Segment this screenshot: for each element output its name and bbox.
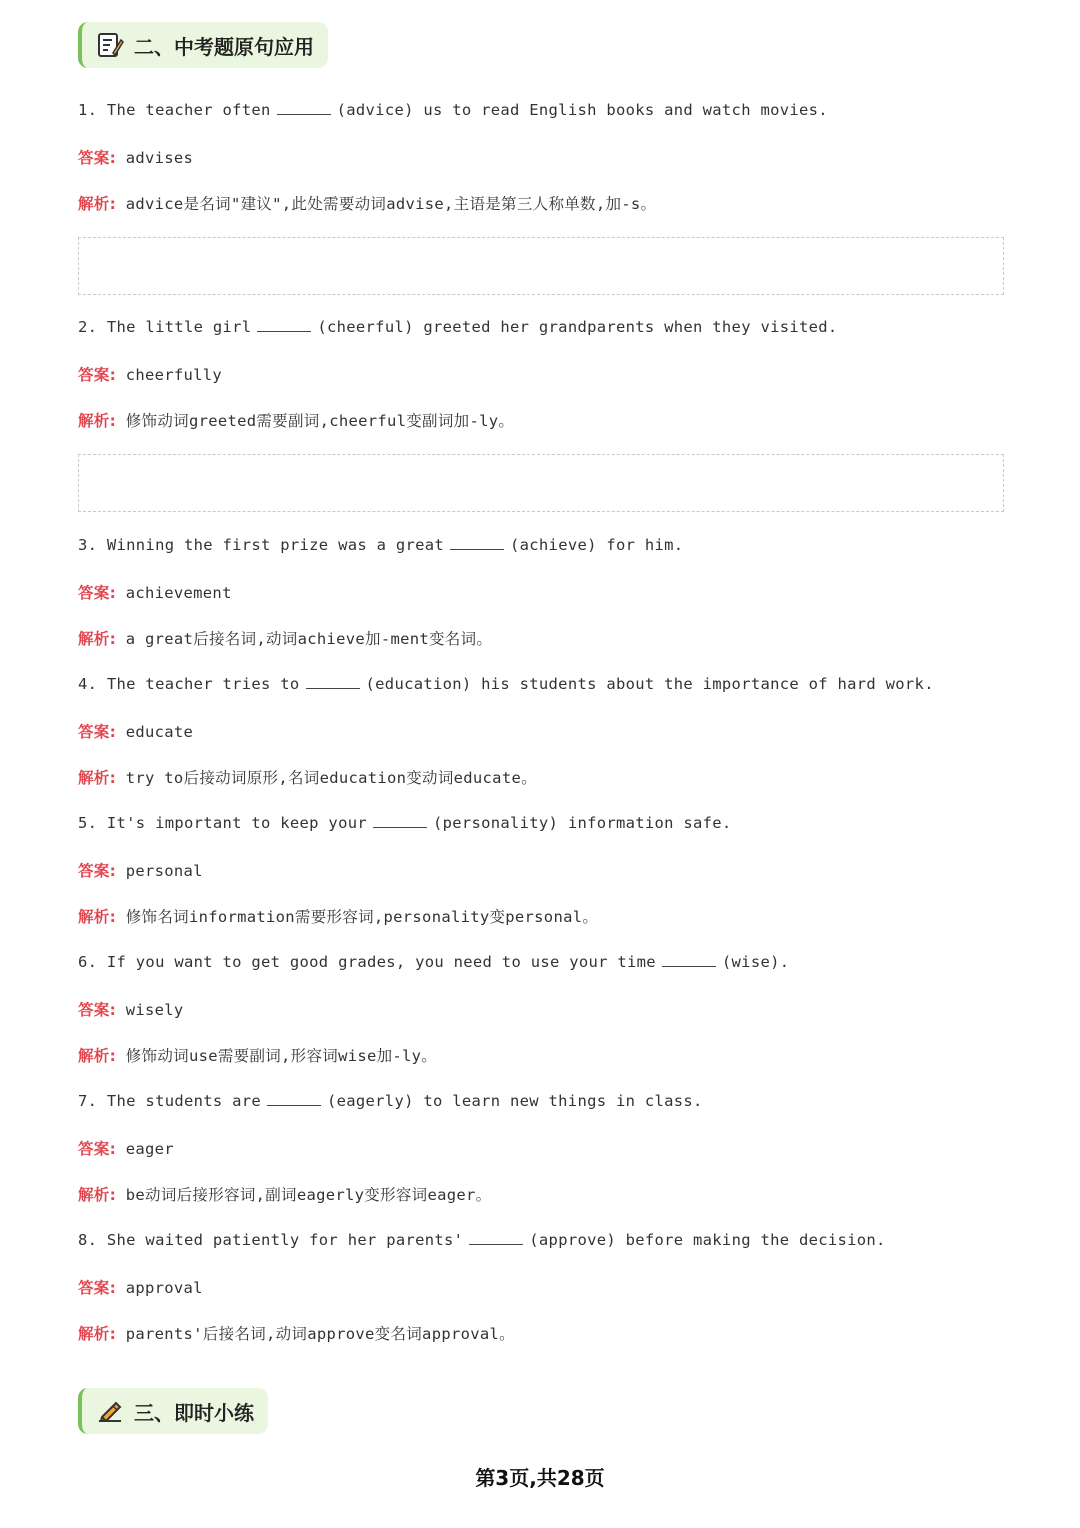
question-text-before: It's important to keep your [106, 814, 367, 832]
answer-text: achievement [125, 584, 232, 602]
fill-blank[interactable] [662, 952, 716, 967]
question-number: 2. [78, 318, 98, 336]
fill-blank[interactable] [373, 813, 427, 828]
analysis-line [78, 1322, 515, 1344]
answer-line [78, 363, 222, 385]
answer-label: 答案: [78, 1279, 117, 1297]
analysis-text: advice是名词"建议",此处需要动词advise,主语是第三人称单数,加-s。 [125, 195, 657, 213]
analysis-text: be动词后接形容词,副词eagerly变形容词eager。 [125, 1186, 492, 1204]
question-line [78, 100, 828, 119]
fill-blank[interactable] [469, 1230, 523, 1245]
fill-blank[interactable] [267, 1091, 321, 1106]
answer-box [78, 454, 1004, 512]
fill-blank[interactable] [306, 674, 360, 689]
question-line [78, 674, 934, 693]
question-text-before: The little girl [106, 318, 252, 336]
answer-label: 答案: [78, 149, 117, 167]
analysis-label: 解析: [78, 412, 117, 430]
notepad-pencil-icon [96, 31, 124, 59]
question-text-after: (achieve) for him. [510, 536, 684, 554]
answer-text: wisely [125, 1001, 184, 1019]
analysis-text: try to后接动词原形,名词education变动词educate。 [125, 769, 537, 787]
question-text-before: The students are [106, 1092, 262, 1110]
answer-line [78, 581, 232, 603]
analysis-line [78, 409, 514, 431]
question-number: 5. [78, 814, 98, 832]
section-title: 三、即时小练 [134, 1400, 254, 1425]
analysis-line [78, 1044, 437, 1066]
question-text-after: (education) his students about the importance of hard work. [365, 675, 934, 693]
analysis-text: a great后接名词,动词achieve加-ment变名词。 [125, 630, 493, 648]
question-line [78, 317, 838, 336]
answer-text: educate [125, 723, 194, 741]
answer-text: advises [125, 149, 194, 167]
analysis-line [78, 766, 537, 788]
answer-text: eager [125, 1140, 174, 1158]
question-number: 7. [78, 1092, 98, 1110]
question-number: 4. [78, 675, 98, 693]
question-text-after: (personality) information safe. [432, 814, 732, 832]
answer-text: cheerfully [125, 366, 223, 384]
analysis-text: 修饰动词use需要副词,形容词wise加-ly。 [125, 1047, 438, 1065]
question-number: 8. [78, 1231, 98, 1249]
section-header-2 [78, 22, 328, 68]
analysis-label: 解析: [78, 630, 117, 648]
answer-line [78, 859, 203, 881]
question-text-after: (approve) before making the decision. [529, 1231, 886, 1249]
analysis-label: 解析: [78, 1186, 117, 1204]
analysis-label: 解析: [78, 1047, 117, 1065]
analysis-text: parents'后接名词,动词approve变名词approval。 [125, 1325, 515, 1343]
answer-line [78, 720, 193, 742]
answer-line [78, 998, 184, 1020]
answer-text: personal [125, 862, 203, 880]
analysis-text: 修饰名词information需要形容词,personality变personal。 [125, 908, 599, 926]
question-text-before: Winning the first prize was a great [106, 536, 445, 554]
analysis-line [78, 905, 598, 927]
analysis-line [78, 627, 492, 649]
analysis-label: 解析: [78, 769, 117, 787]
question-number: 3. [78, 536, 98, 554]
answer-line [78, 1276, 203, 1298]
analysis-line [78, 1183, 491, 1205]
fill-blank[interactable] [450, 535, 504, 550]
question-text-before: The teacher often [106, 101, 271, 119]
analysis-label: 解析: [78, 195, 117, 213]
question-line [78, 1091, 703, 1110]
answer-label: 答案: [78, 584, 117, 602]
answer-label: 答案: [78, 1001, 117, 1019]
answer-box [78, 237, 1004, 295]
answer-label: 答案: [78, 862, 117, 880]
page-number: 第3页,共28页 [475, 1466, 605, 1490]
question-text-after: (cheerful) greeted her grandparents when they visited. [317, 318, 838, 336]
fill-blank[interactable] [257, 317, 311, 332]
question-text-before: The teacher tries to [106, 675, 300, 693]
question-text-before: She waited patiently for her parents' [106, 1231, 464, 1249]
question-line [78, 535, 683, 554]
analysis-label: 解析: [78, 908, 117, 926]
question-text-after: (advice) us to read English books and watch movies. [336, 101, 828, 119]
question-text-before: If you want to get good grades, you need to use your time [106, 953, 656, 971]
answer-label: 答案: [78, 366, 117, 384]
section-title: 二、中考题原句应用 [134, 34, 314, 59]
section-header-3 [78, 1388, 268, 1434]
answer-label: 答案: [78, 723, 117, 741]
question-text-after: (wise). [721, 953, 790, 971]
answer-line [78, 146, 193, 168]
question-number: 6. [78, 953, 98, 971]
analysis-line [78, 192, 656, 214]
analysis-label: 解析: [78, 1325, 117, 1343]
answer-line [78, 1137, 174, 1159]
fill-blank[interactable] [277, 100, 331, 115]
answer-text: approval [125, 1279, 203, 1297]
question-number: 1. [78, 101, 98, 119]
answer-label: 答案: [78, 1140, 117, 1158]
question-line [78, 952, 789, 971]
question-line [78, 813, 732, 832]
analysis-text: 修饰动词greeted需要副词,cheerful变副词加-ly。 [125, 412, 515, 430]
question-line [78, 1230, 886, 1249]
pencil-writing-icon [96, 1397, 124, 1425]
question-text-after: (eagerly) to learn new things in class. [327, 1092, 703, 1110]
